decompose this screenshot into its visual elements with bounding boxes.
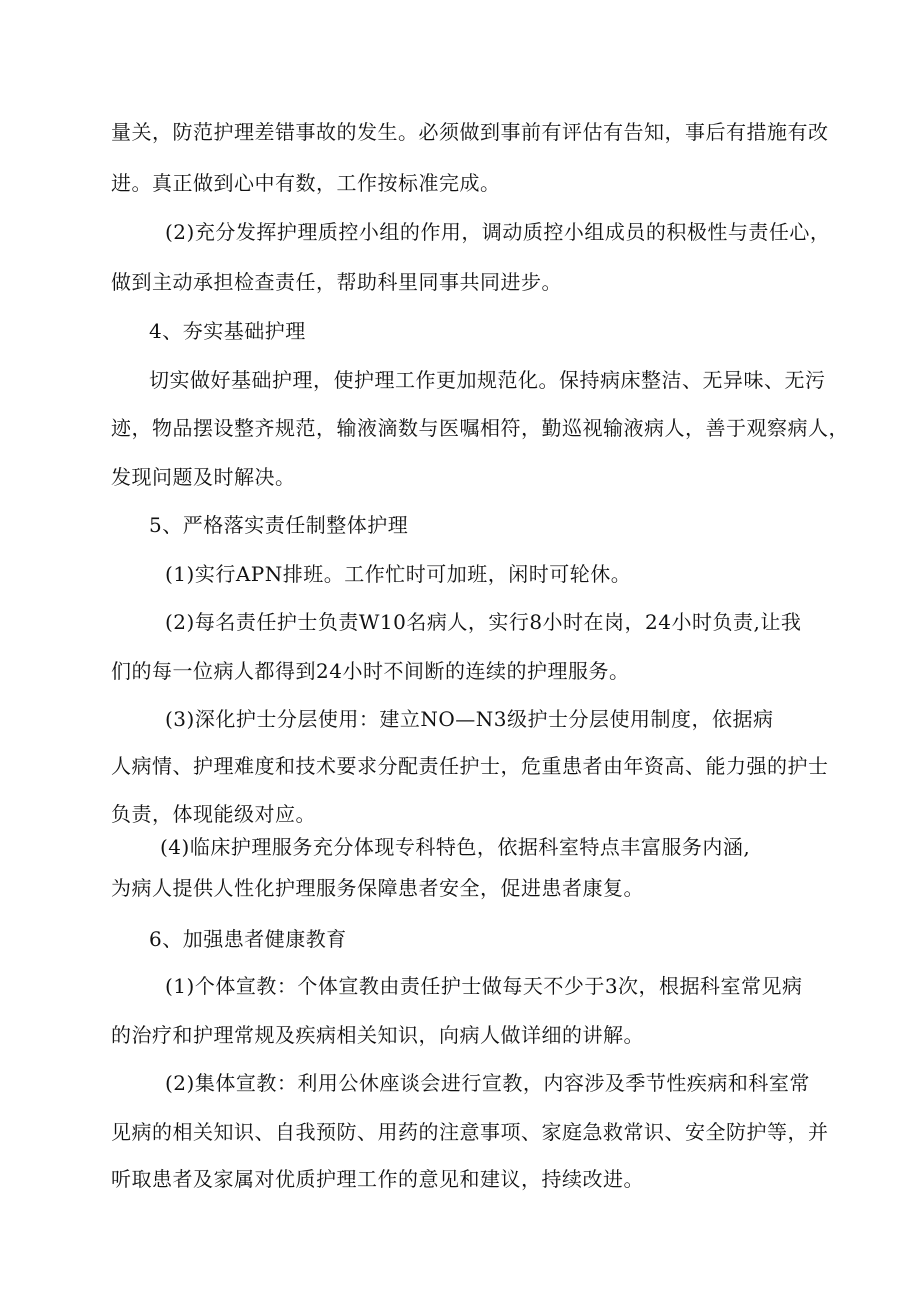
paragraph-line: 听取患者及家属对优质护理工作的意见和建议，持续改进。 <box>111 1167 644 1191</box>
paragraph-line: 量关，防范护理差错事故的发生。必须做到事前有评估有告知，事后有措施有改 <box>111 120 829 144</box>
section-heading: 5、严格落实责任制整体护理 <box>149 513 409 537</box>
section-heading: 4、夯实基础护理 <box>149 319 306 343</box>
paragraph-line: 负责，体现能级对应。 <box>111 802 316 826</box>
paragraph-line: 做到主动承担检查责任，帮助科里同事共同进步。 <box>111 270 562 294</box>
paragraph-line: 见病的相关知识、自我预防、用药的注意事项、家庭急救常识、安全防护等，并 <box>111 1120 829 1144</box>
paragraph-line: (1)个体宣教：个体宣教由责任护士做每天不少于3次，根据科室常见病 <box>165 974 803 998</box>
paragraph-line: (4)临床护理服务充分体现专科特色，依据科室特点丰富服务内涵, <box>160 835 751 859</box>
paragraph-line: (1)实行APN排班。工作忙时可加班，闲时可轮休。 <box>165 562 632 586</box>
paragraph-line: (2)每名责任护士负责W10名病人，实行8小时在岗，24小时负责,让我 <box>165 610 802 634</box>
paragraph-line: 切实做好基础护理，使护理工作更加规范化。保持病床整洁、无异味、无污 <box>149 368 826 392</box>
paragraph-line: 为病人提供人性化护理服务保障患者安全，促进患者康复。 <box>111 876 644 900</box>
paragraph-line: 发现问题及时解决。 <box>111 465 296 489</box>
paragraph-line: (2)集体宣教：利用公休座谈会进行宣教，内容涉及季节性疾病和科室常 <box>165 1071 810 1095</box>
paragraph-line: (2)充分发挥护理质控小组的作用，调动质控小组成员的积极性与责任心， <box>165 220 831 244</box>
paragraph-line: 进。真正做到心中有数，工作按标准完成。 <box>111 171 501 195</box>
paragraph-line: 们的每一位病人都得到24小时不间断的连续的护理服务。 <box>111 659 630 683</box>
paragraph-line: 迹，物品摆设整齐规范，输液滴数与医嘱相符，勤巡视输液病人，善于观察病人， <box>111 416 849 440</box>
paragraph-line: 的治疗和护理常规及疾病相关知识，向病人做详细的讲解。 <box>111 1023 644 1047</box>
paragraph-line: (3)深化护士分层使用：建立NO—N3级护士分层使用制度，依据病 <box>165 707 774 731</box>
paragraph-line: 人病情、护理难度和技术要求分配责任护士，危重患者由年资高、能力强的护士 <box>111 754 829 778</box>
section-heading: 6、加强患者健康教育 <box>149 927 347 951</box>
